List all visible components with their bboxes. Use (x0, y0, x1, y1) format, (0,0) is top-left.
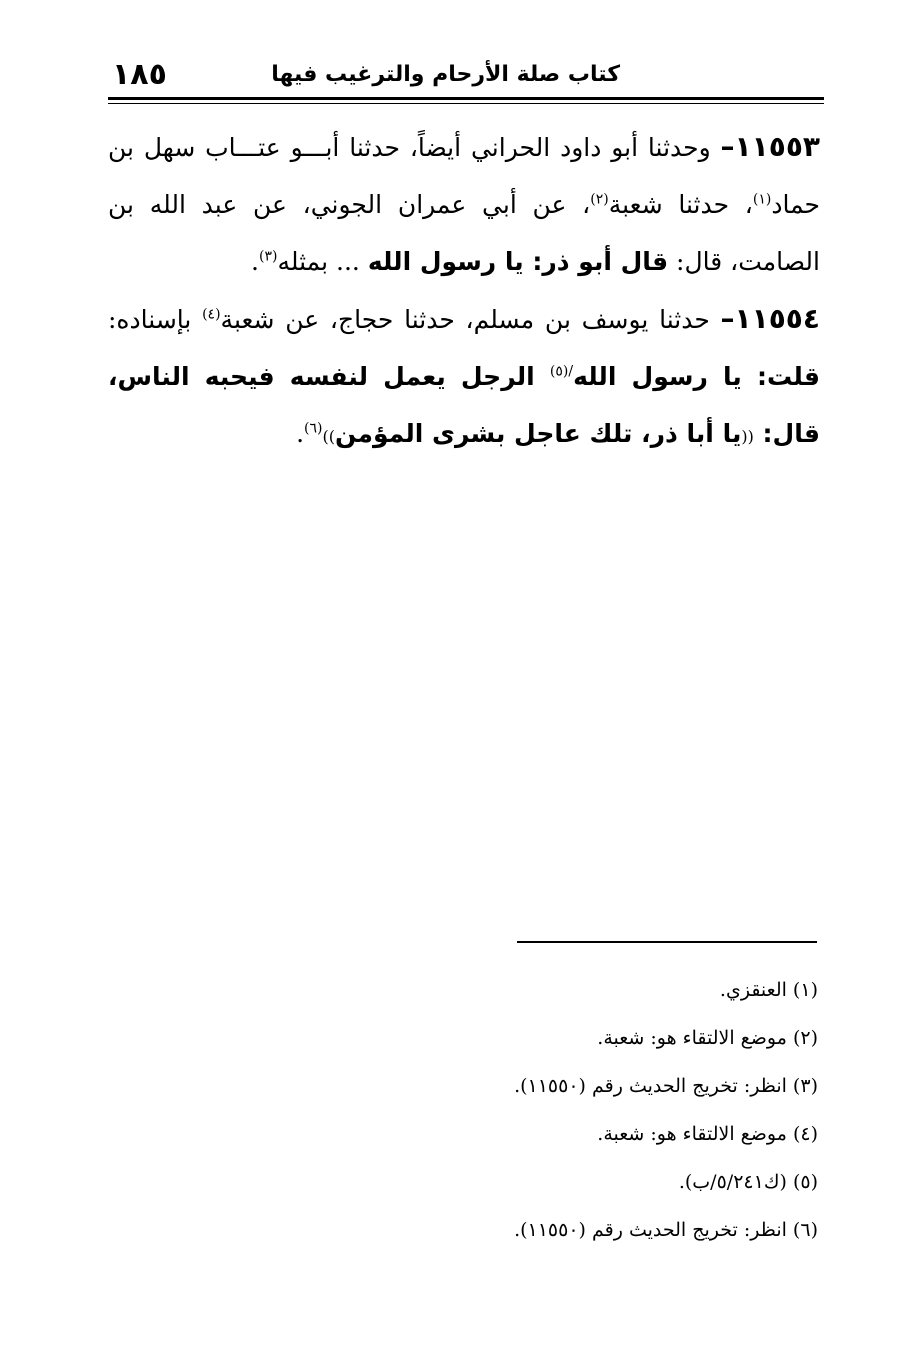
hadith-11553 (108, 118, 820, 290)
footnote-ref-5[interactable]: /(٥) (549, 363, 574, 380)
hadith-text: ، عن أبي عمران الجوني، عن عبد الله بن الصامت، قال: (108, 190, 820, 276)
hadith-11554 (108, 290, 820, 465)
hadith-bold-text: الرجل يعمل لنفسه فيحبه الناس، قال: (108, 362, 820, 448)
hadith-number: ١١٥٥٣– (720, 130, 820, 163)
footnote-3: (٣) انظر: تخريج الحديث رقم (١١٥٥٠). (514, 1075, 818, 1097)
quote-open-mark: (( (741, 427, 754, 446)
main-text (108, 118, 820, 465)
footnote-6: (٦) انظر: تخريج الحديث رقم (١١٥٥٠). (514, 1219, 818, 1241)
hadith-number: ١١٥٥٤– (720, 302, 820, 335)
hadith-text: ... بمثله (277, 247, 368, 276)
running-title: كتاب صلة الأرحام والترغيب فيها (271, 62, 620, 87)
footnote-4: (٤) موضع الالتقاء هو: شعبة. (597, 1123, 818, 1145)
footnote-5: (٥) (ك٥/٢٤١/ب). (678, 1171, 818, 1193)
page-number: ١٨٥ (112, 57, 167, 92)
footnote-ref-4[interactable]: (٤) (202, 306, 221, 323)
hadith-text: بإسناده: (108, 305, 203, 334)
footnotes-list (514, 966, 818, 1254)
footnote-ref-2[interactable]: (٢) (590, 191, 609, 208)
hadith-text: . (296, 419, 305, 448)
footnote-1: (١) العنقزي. (719, 979, 818, 1001)
hadith-text: حدثنا يوسف بن مسلم، حدثنا حجاج، عن شعبة (220, 305, 721, 334)
footnote-ref-1[interactable]: (١) (752, 191, 772, 208)
header-rule (108, 97, 824, 100)
prophetic-quote: يا أبا ذر، تلك عاجل بشرى المؤمن (334, 419, 742, 448)
hadith-bold-text: قلت: يا رسول الله (573, 362, 820, 391)
footnote-ref-6[interactable]: (٦) (304, 420, 323, 437)
footnote-ref-3[interactable]: (٣) (258, 248, 278, 265)
quote-close-mark: )) (322, 427, 335, 446)
hadith-text: ، حدثنا شعبة (608, 190, 753, 219)
hadith-bold-text: قال أبو ذر: يا رسول الله (367, 247, 669, 276)
hadith-text: . (251, 247, 259, 276)
header-rule-thin (108, 103, 824, 104)
hadith-text: وحدثنا أبو داود الحراني أيضاً، حدثنا أبـــو عتـــاب سهل بن حماد (108, 133, 821, 219)
footnote-2: (٢) موضع الالتقاء هو: شعبة. (597, 1027, 818, 1049)
footnote-separator (517, 941, 817, 943)
